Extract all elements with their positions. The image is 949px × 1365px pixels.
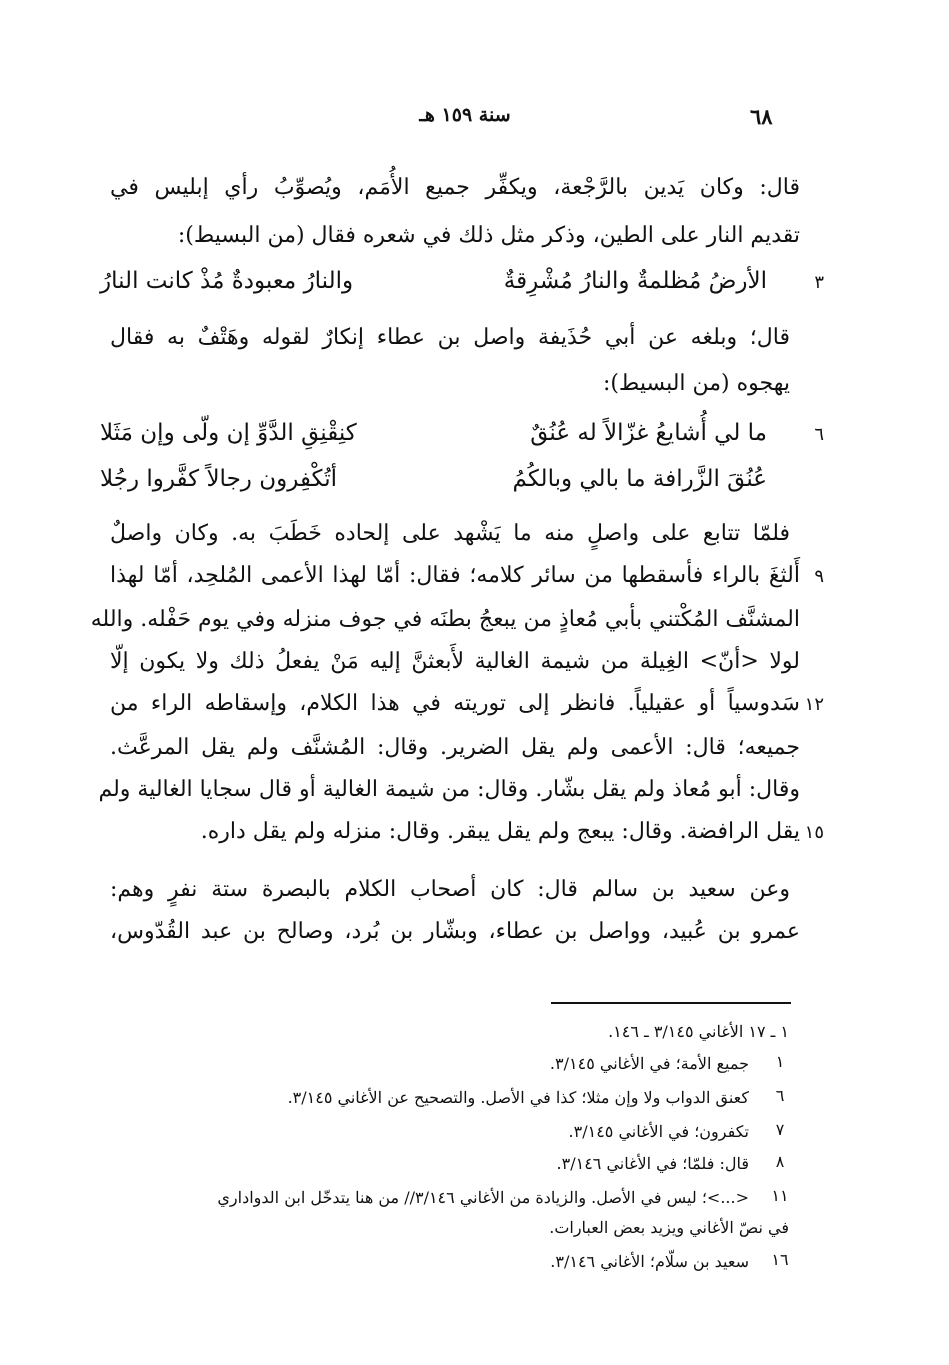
body-line-6: أَلثغَ بالراء فأسقطها من سائر كلامه؛ فقال: أمّا لهذا الأعمى المُلحِد، أمّا لهذا xyxy=(110,563,800,588)
verse-1-ajuz: والنارُ معبودةٌ مُذْ كانت النارُ xyxy=(100,268,354,294)
line-number-3: ٣ xyxy=(814,272,824,293)
body-line-4: يهجوه (من البسيط): xyxy=(602,371,790,396)
footnote-text-continued: في نصّ الأغاني ويزيد بعض العبارات. xyxy=(549,1218,789,1237)
footnote-number: ٦ xyxy=(775,1086,785,1105)
footnote-text: <...>؛ ليس في الأصل. والزيادة من الأغاني ٣/١٤٦// من هنا يتدخّل ابن الدواداري xyxy=(217,1188,749,1207)
verse-2-ajuz: كنِقْنِقِ الدَّوِّ إن ولّى وإن مَثَلا xyxy=(100,420,357,446)
body-line-3: قال؛ وبلغه عن أبي حُذَيفة واصل بن عطاء إنكارٌ لقوله وهَتْفٌ به فقال xyxy=(110,325,790,350)
footnote-range: ١ ـ ١٧ الأغاني ٣/١٤٥ ـ ١٤٦. xyxy=(608,1022,789,1041)
body-line-14: عمرو بن عُبيد، وواصل بن عطاء، وبشّار بن بُرد، وصالح بن عبد القُدّوس، xyxy=(110,919,800,944)
footnote-text: قال: فلمّا؛ في الأغاني ٣/١٤٦. xyxy=(556,1154,749,1173)
body-line-10: جميعه؛ قال: الأعمى ولم يقل الضرير. وقال: المُشنَّف ولم يقل المرعَّث. xyxy=(110,735,800,760)
body-line-7: المشنَّف المُكْتني بأبي مُعاذٍ من يبعجُ بطنَه في جوف منزله وفي يوم حَفْله. والله xyxy=(90,607,800,632)
footnote-number: ١٦ xyxy=(771,1250,789,1269)
verse-2-sadr: ما لي أُشايعُ غزّالاً له عُنُقٌ xyxy=(530,420,767,446)
body-line-5: فلمّا تتابع على واصلٍ منه ما يَشْهد على إلحاده خَطَبَ به. وكان واصلٌ xyxy=(110,521,790,546)
line-number-12: ١٢ xyxy=(804,694,824,715)
body-line-1: قال: وكان يَدين بالرَّجْعة، ويكفِّر جميع الأُمَم، ويُصوِّبُ رأي إبليس في xyxy=(110,175,800,200)
footnote-text: جميع الأمة؛ في الأغاني ٣/١٤٥. xyxy=(549,1054,749,1073)
footnote-number: ١ xyxy=(775,1052,785,1071)
footnote-number: ٨ xyxy=(775,1152,785,1171)
body-line-12: يقل الرافضة. وقال: يبعج ولم يقل يبقر. وقال: منزله ولم يقل داره. xyxy=(200,819,800,844)
line-number-9: ٩ xyxy=(814,566,824,587)
footnote-text: تكفرون؛ في الأغاني ٣/١٤٥. xyxy=(568,1122,749,1141)
verse-3-sadr: عُنُقَ الزَّرافة ما بالي وبالكُمُ xyxy=(512,466,767,492)
body-line-9: سَدوسياً أو عقيلياً. فانظر إلى توريته في هذا الكلام، وإسقاطه الراء من xyxy=(110,691,800,716)
running-header-year: سنة ١٥٩ هـ xyxy=(419,104,511,126)
page-number: ٦٨ xyxy=(750,104,773,129)
line-number-15: ١٥ xyxy=(804,822,824,843)
body-line-13: وعن سعيد بن سالم قال: كان أصحاب الكلام بالبصرة ستة نفرٍ وهم: xyxy=(110,877,790,902)
body-line-8: لولا <أنّ> الغِيلة من شيمة الغالية لأَبعثنَّ إليه مَنْ يفعلُ ذلك ولا يكون إلّا xyxy=(110,649,800,674)
body-line-11: وقال: أبو مُعاذ ولم يقل بشّار. وقال: من شيمة الغالية أو قال سجايا الغالية ولم xyxy=(98,777,800,802)
verse-1-sadr: الأرضُ مُظلمةٌ والنارُ مُشْرِقةٌ xyxy=(503,268,767,294)
footnote-text: سعيد بن سلّام؛ الأغاني ٣/١٤٦. xyxy=(550,1252,749,1271)
footnote-number: ١١ xyxy=(771,1186,789,1205)
footnote-separator xyxy=(551,1002,791,1004)
verse-3-ajuz: أتُكْفِرون رجالاً كفَّروا رجُلا xyxy=(100,466,338,492)
line-number-6: ٦ xyxy=(814,424,824,445)
footnote-text: كعنق الدواب ولا وإن مثلا؛ كذا في الأصل. والتصحيح عن الأغاني ٣/١٤٥. xyxy=(287,1088,749,1107)
footnote-number: ٧ xyxy=(775,1120,785,1139)
body-line-2: تقديم النار على الطين، وذكر مثل ذلك في شعره فقال (من البسيط): xyxy=(177,223,800,248)
